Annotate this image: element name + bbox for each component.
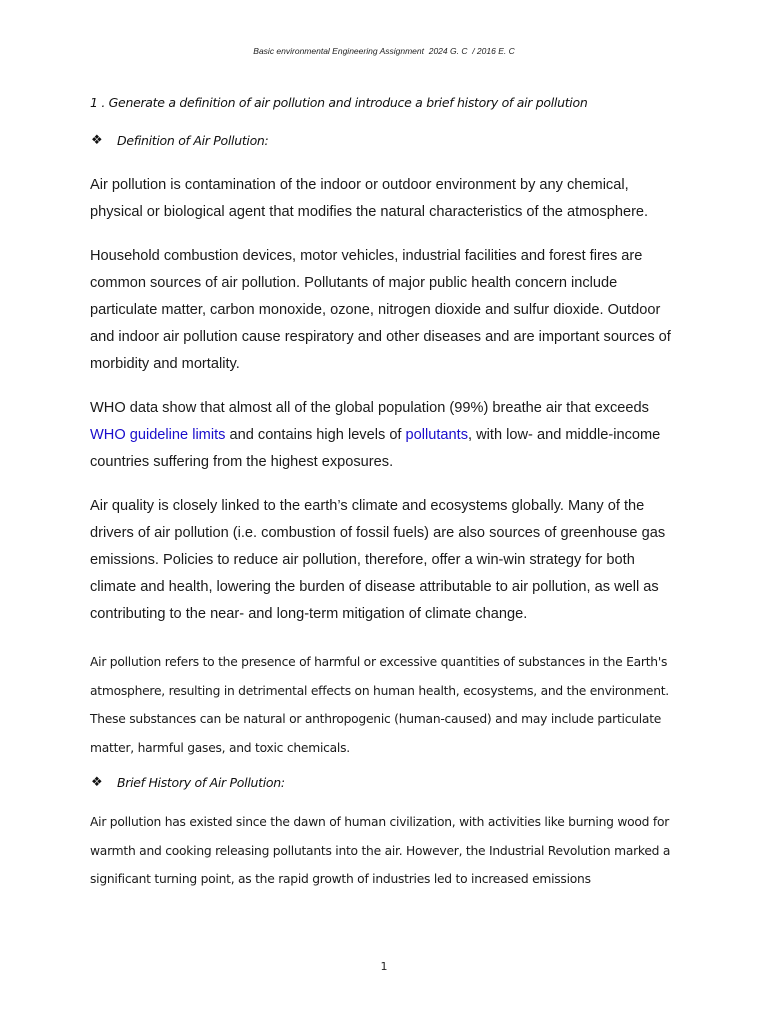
definition-heading-text: Definition of Air Pollution: [117,133,269,148]
definition-paragraph-3 [90,395,680,476]
diamond-bullet-icon: ❖ [91,133,103,148]
paragraph-text: WHO data show that almost all of the global population (99%) breathe air that exceeds [90,400,649,416]
diamond-bullet-icon: ❖ [91,775,103,790]
history-paragraph-1: Air pollution has existed since the dawn of human civilization, with activities like burning wood for warmth and cooking releasing pollutants into the air. However, the Industrial Revolution marked a significant turning point, as the rapid growth of industries led to increased emissions [90,815,671,886]
definition-paragraph-4: Air quality is closely linked to the earth’s climate and ecosystems globally. Many of the drivers of air pollution (i.e. combustion of fossil fuels) are also sources of greenhouse gas emissions. Policies to reduce air pollution, therefore, offer a win-win strategy for both climate and health, lowering the burden of disease attributable to air pollution, as well as contributing to the near- and long-term mitigation of climate change. [90,498,666,622]
paragraph-text: and contains high levels of [225,427,406,443]
page-content [90,90,680,894]
paragraph-text: , with low- and middle-income countries suffering from the highest exposures. [90,427,661,470]
definition-heading [90,132,680,150]
history-heading-text: Brief History of Air Pollution: [117,775,285,790]
who-guideline-limits-link[interactable]: WHO guideline limits [90,427,226,443]
page-header: Basic environmental Engineering Assignment 2024 G. C / 2016 E. C [253,46,515,56]
pollutants-link[interactable]: pollutants [405,427,469,443]
definition-paragraph-5: Air pollution refers to the presence of harmful or excessive quantities of substances in the Earth's atmosphere, resulting in detrimental effects on human health, ecosystems, and the environment. These substances can be natural or anthropogenic (human-caused) and may include particulate matter, harmful gases, and toxic chemicals. [90,655,669,755]
page-number: 1 [380,960,388,973]
question-title: 1 . Generate a definition of air pollution and introduce a brief history of air pollution [90,95,588,110]
history-heading [90,774,680,792]
definition-paragraph-2: Household combustion devices, motor vehicles, industrial facilities and forest fires are common sources of air pollution. Pollutants of major public health concern include particulate matter, carbon monoxide, ozone, nitrogen dioxide and sulfur dioxide. Outdoor and indoor air pollution cause respiratory and other diseases and are important sources of morbidity and mortality. [90,248,671,372]
definition-paragraph-1: Air pollution is contamination of the indoor or outdoor environment by any chemical, physical or biological agent that modifies the natural characteristics of the atmosphere. [90,177,649,220]
